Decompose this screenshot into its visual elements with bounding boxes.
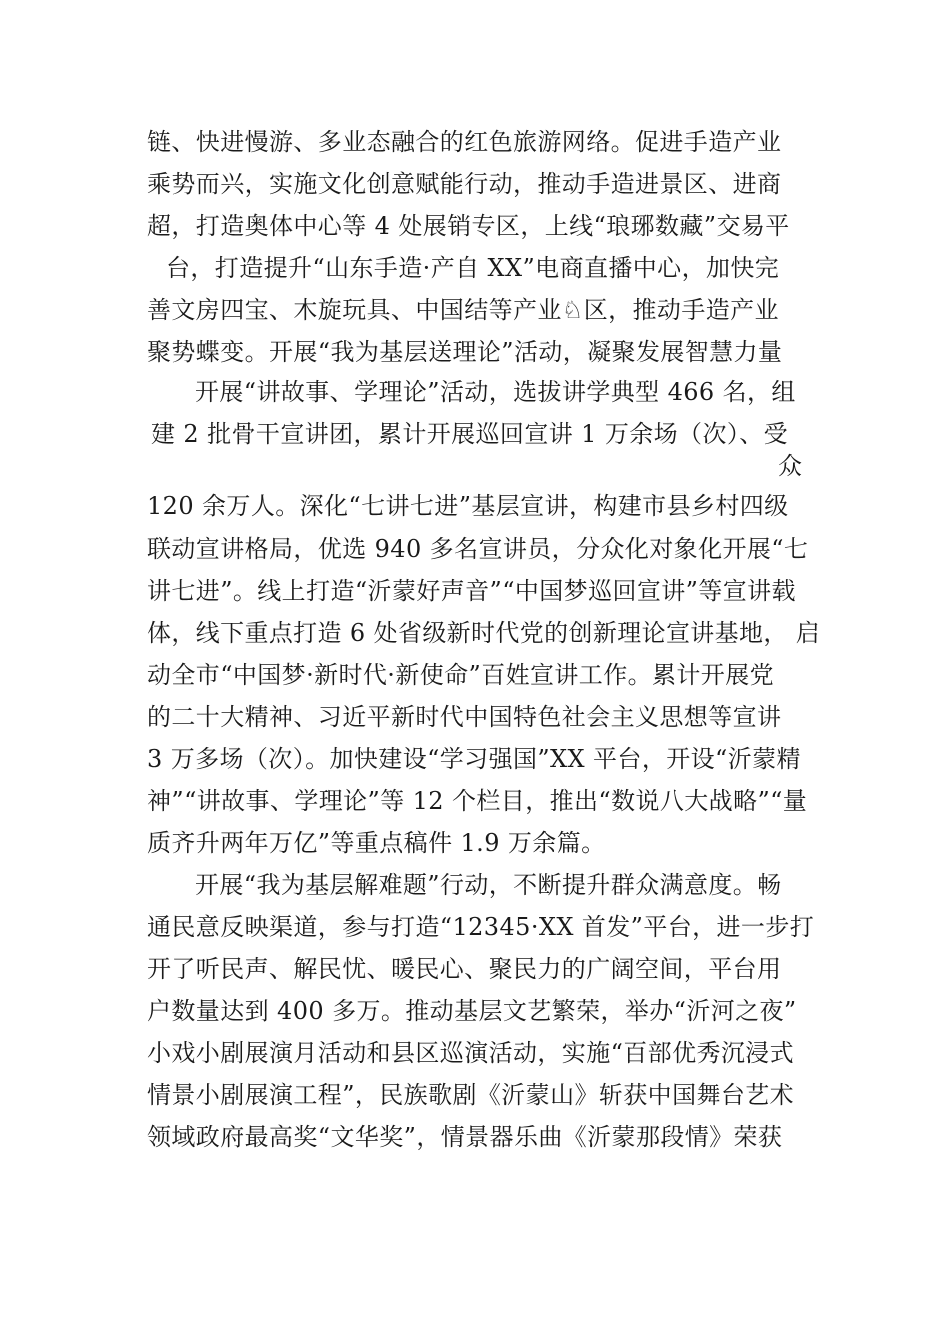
- text-line: 建 2 批骨干宣讲团，累计开展巡回宣讲 1 万余场（次）、受: [151, 420, 789, 448]
- text-line: 小戏小剧展演月活动和县区巡演活动，实施“百部优秀沉浸式: [147, 1039, 795, 1067]
- text-line: 讲七进”。线上打造“沂蒙好声音”“中国梦巡回宣讲”等宣讲载: [147, 577, 796, 605]
- text-line: 链、快进慢游、多业态融合的红色旅游网络。促进手造产业: [147, 128, 782, 156]
- text-line: 善文房四宝、木旋玩具、中国结等产业♘区，推动手造产业: [147, 296, 779, 324]
- text-line: 领域政府最高奖“文华奖”，情景器乐曲《沂蒙那段情》荣获: [147, 1123, 783, 1151]
- text-line: 开展“我为基层解难题”行动，不断提升群众满意度。畅: [195, 871, 782, 899]
- text-line: 通民意反映渠道，参与打造“12345·XX 首发”平台，进一步打: [147, 913, 815, 941]
- text-line: 情景小剧展演工程”，民族歌剧《沂蒙山》斩获中国舞台艺术: [147, 1081, 795, 1109]
- text-line: 体，线下重点打造 6 处省级新时代党的创新理论宣讲基地， 启: [147, 619, 821, 647]
- text-line: 质齐升两年万亿”等重点稿件 1.9 万余篇。: [147, 829, 606, 857]
- text-line: 动全市“中国梦·新时代·新使命”百姓宣讲工作。累计开展党: [147, 661, 774, 689]
- text-line: 神”“讲故事、学理论”等 12 个栏目，推出“数说八大战略”“量: [147, 787, 808, 815]
- text-line: 120 余万人。深化“七讲七进”基层宣讲，构建市县乡村四级: [147, 492, 789, 520]
- text-line: 众: [778, 452, 803, 480]
- text-line: 开展“讲故事、学理论”活动，选拔讲学典型 466 名，组: [195, 378, 796, 406]
- text-line: 超，打造奥体中心等 4 处展销专区，上线“琅琊数藏”交易平: [147, 212, 790, 240]
- text-line: 的二十大精神、习近平新时代中国特色社会主义思想等宣讲: [147, 703, 782, 731]
- text-line: 开了听民声、解民忧、暖民心、聚民力的广阔空间，平台用: [147, 955, 782, 983]
- text-line: 聚势蝶变。开展“我为基层送理论”活动，凝聚发展智慧力量: [147, 338, 783, 366]
- text-line: 联动宣讲格局，优选 940 多名宣讲员，分众化对象化开展“七: [147, 535, 809, 563]
- text-line: 乘势而兴，实施文化创意赋能行动，推动手造进景区、进商: [147, 170, 782, 198]
- text-line: 户数量达到 400 多万。推动基层文艺繁荣，举办“沂河之夜”: [147, 997, 797, 1025]
- text-line: 台，打造提升“山东手造·产自 XX”电商直播中心，加快完: [166, 254, 780, 282]
- text-line: 3 万多场（次）。加快建设“学习强国”XX 平台，开设“沂蒙精: [147, 745, 801, 773]
